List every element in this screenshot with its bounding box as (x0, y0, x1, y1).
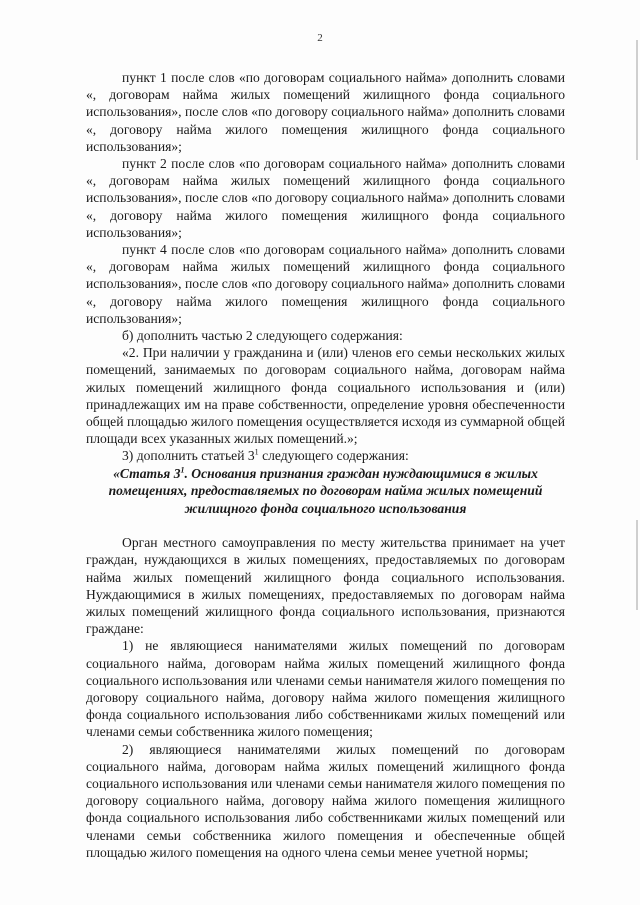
paragraph-part-2-text: «2. При наличии у гражданина и (или) членов его семьи нескольких жилых помещений, занимаемых по договорам социального найма, договорам найма жилых помещений жилищного фонда социального использования и (или) принадлежащих им на праве собственности, определение уровня обеспеченности общей площадью жилого помещения осуществляется исходя из суммарной общей площади всех указанных жилых помещений.»; (86, 345, 565, 447)
scan-edge-mark (636, 40, 638, 160)
scan-edge-mark (636, 520, 638, 610)
article-intro-text: 3) дополнить статьей 3 (122, 448, 255, 464)
paragraph-item-2: 2) являющиеся нанимателями жилых помещений по договорам социального найма, договорам найма жилых помещений жилищного фонда социального использования или членами семьи нанимателя жилого помещения по договору социального найма, договору найма жилого помещения жилищного фонда социального использования либо собственниками жилых помещений или членами семьи собственника жилого помещения и обеспеченные общей площадью жилого помещения на одного члена семьи менее учетной нормы; (86, 741, 565, 860)
article-heading-text: . Основания признания граждан нуждающимися в жилых помещениях, предоставляемых по договорам найма жилых помещений жилищного фонда социального использования (108, 465, 543, 516)
paragraph-article-body: Орган местного самоуправления по месту жительства принимает на учет граждан, нуждающихся в жилых помещениях, предоставляемых по договорам найма жилых помещений жилищного фонда социального использования. Нуждающимися в жилых помещениях, предоставляемых по договорам найма жилых помещений жилищного фонда социального использования, признаются граждане: (86, 535, 565, 637)
paragraph-article-intro (86, 447, 565, 464)
article-heading-start: «Статья 3 (113, 465, 181, 481)
article-heading (86, 465, 565, 518)
article-intro-tail: следующего содержания: (258, 448, 409, 464)
article-heading-superscript: 1 (180, 465, 185, 475)
paragraph-point-4: пункт 4 после слов «по договорам социального найма» дополнить словами «, договорам найма жилых помещений жилищного фонда социального использования», после слов «по договору социального найма» дополнить словами «, договору найма жилого помещения жилищного фонда социального использования»; (86, 242, 565, 326)
paragraph-point-2: пункт 2 после слов «по договорам социального найма» дополнить словами «, договорам найма жилых помещений жилищного фонда социального использования», после слов «по договору социального найма» дополнить словами «, договору найма жилого помещения жилищного фонда социального использования»; (86, 156, 565, 240)
document-body (86, 69, 565, 861)
paragraph-point-1: пункт 1 после слов «по договорам социального найма» дополнить словами «, договорам найма жилых помещений жилищного фонда социального использования», после слов «по договору социального найма» дополнить словами «, договору найма жилого помещения жилищного фонда социального использования»; (86, 70, 565, 154)
paragraph-part-2-intro: б) дополнить частью 2 следующего содержания: (122, 328, 403, 344)
article-intro-superscript: 1 (254, 447, 259, 457)
heading-spacer (86, 517, 565, 534)
paragraph-item-1: 1) не являющиеся нанимателями жилых помещений по договорам социального найма, договорам найма жилых помещений жилищного фонда социального использования или членами семьи нанимателя жилого помещения по договору социального найма, договору найма жилого помещения жилищного фонда социального использования либо собственниками жилых помещений или членами семьи собственника жилого помещения; (86, 638, 565, 740)
page-number: 2 (317, 32, 323, 44)
